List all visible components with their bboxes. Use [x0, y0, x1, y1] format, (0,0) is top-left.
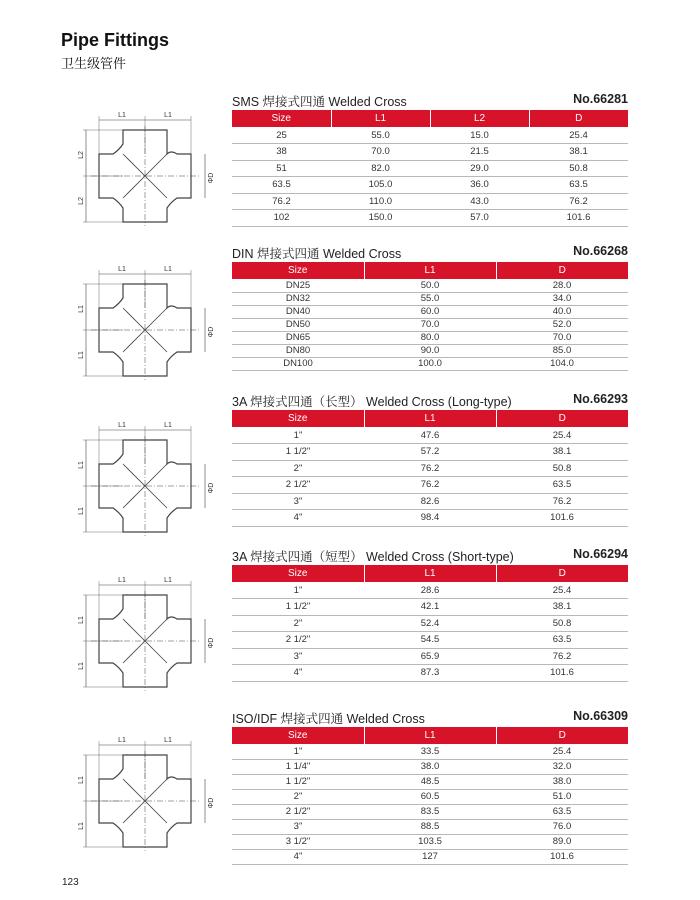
- dimension-label-l1: L1: [164, 422, 172, 429]
- table-cell: 70.0: [331, 144, 430, 161]
- table-cell: 38: [232, 144, 331, 161]
- table-cell: DN25: [232, 279, 364, 292]
- spec-table: [232, 727, 628, 865]
- table-cell: 1": [232, 744, 364, 759]
- table-row: [232, 744, 628, 759]
- section-number: No.66309: [573, 709, 628, 723]
- dimension-label-l1: L1: [78, 616, 85, 624]
- table-cell: 76.2: [364, 460, 496, 477]
- table-cell: 1": [232, 427, 364, 444]
- table-cell: 103.5: [364, 834, 496, 849]
- table-cell: 51.0: [496, 789, 628, 804]
- table-row: [232, 582, 628, 599]
- dimension-label-diameter: ΦD: [208, 326, 215, 338]
- table-cell: DN40: [232, 305, 364, 318]
- section-number: No.66268: [573, 244, 628, 258]
- table-cell: DN65: [232, 331, 364, 344]
- table-row: [232, 279, 628, 292]
- table-cell: 63.5: [529, 177, 628, 194]
- table-cell: 40.0: [496, 305, 628, 318]
- table-cell: 63.5: [496, 632, 628, 649]
- col-header: D: [496, 410, 628, 427]
- table-cell: 76.2: [232, 193, 331, 210]
- cross-drawing-3a-long: [70, 418, 220, 536]
- section-3a-long: [232, 392, 628, 527]
- table-cell: 82.6: [364, 493, 496, 510]
- section-iso-idf: [232, 709, 628, 865]
- table-cell: 51: [232, 160, 331, 177]
- dimension-label-l1: L1: [118, 577, 126, 584]
- table-cell: 33.5: [364, 744, 496, 759]
- table-row: [232, 493, 628, 510]
- table-cell: 4": [232, 849, 364, 864]
- table-cell: 150.0: [331, 210, 430, 227]
- table-row: [232, 849, 628, 864]
- table-cell: 38.1: [529, 144, 628, 161]
- table-cell: 89.0: [496, 834, 628, 849]
- section-number: No.66293: [573, 392, 628, 406]
- col-header: Size: [232, 565, 364, 582]
- table-row: [232, 648, 628, 665]
- spec-table: [232, 262, 628, 371]
- table-cell: 76.2: [496, 648, 628, 665]
- table-cell: 34.0: [496, 292, 628, 305]
- table-cell: 60.5: [364, 789, 496, 804]
- table-cell: 38.0: [496, 774, 628, 789]
- section-sms: [232, 92, 628, 227]
- table-cell: 3": [232, 819, 364, 834]
- table-cell: DN50: [232, 318, 364, 331]
- table-cell: 38.1: [496, 599, 628, 616]
- table-cell: 29.0: [430, 160, 529, 177]
- dimension-label-l1: L1: [78, 822, 85, 830]
- section-name: 3A 焊接式四通（长型） Welded Cross (Long-type): [232, 395, 512, 409]
- spec-table: [232, 410, 628, 527]
- table-cell: 3": [232, 493, 364, 510]
- section-din: [232, 244, 628, 371]
- dimension-label-l1: L1: [78, 662, 85, 670]
- dimension-label-l1: L1: [78, 305, 85, 313]
- table-cell: 76.2: [496, 493, 628, 510]
- table-row: [232, 292, 628, 305]
- table-cell: 28.0: [496, 279, 628, 292]
- dimension-label-l1: L1: [164, 737, 172, 744]
- cross-drawing-din: [70, 262, 220, 380]
- table-cell: 1": [232, 582, 364, 599]
- table-cell: 21.5: [430, 144, 529, 161]
- section-3a-short: [232, 547, 628, 682]
- table-cell: 32.0: [496, 759, 628, 774]
- col-header: L1: [364, 727, 496, 744]
- table-row: [232, 427, 628, 444]
- table-row: [232, 819, 628, 834]
- col-header: Size: [232, 262, 364, 279]
- table-cell: 2": [232, 789, 364, 804]
- dimension-label-l1: L1: [78, 351, 85, 359]
- table-row: [232, 444, 628, 461]
- table-cell: 80.0: [364, 331, 496, 344]
- page-title: Pipe Fittings: [61, 30, 169, 50]
- table-cell: 90.0: [364, 344, 496, 357]
- section-name: DIN 焊接式四通 Welded Cross: [232, 247, 402, 261]
- table-row: [232, 331, 628, 344]
- table-cell: 76.2: [529, 193, 628, 210]
- table-cell: 55.0: [331, 127, 430, 144]
- table-cell: 2 1/2": [232, 804, 364, 819]
- dimension-label-l2: L2: [78, 197, 85, 205]
- table-cell: 63.5: [496, 804, 628, 819]
- table-row: [232, 193, 628, 210]
- table-cell: 4": [232, 510, 364, 527]
- col-header: D: [529, 110, 628, 127]
- table-cell: 3": [232, 648, 364, 665]
- col-header: L2: [430, 110, 529, 127]
- table-row: [232, 344, 628, 357]
- table-cell: DN100: [232, 357, 364, 370]
- table-row: [232, 318, 628, 331]
- table-cell: 52.4: [364, 615, 496, 632]
- table-row: [232, 615, 628, 632]
- table-cell: 25.4: [496, 427, 628, 444]
- table-row: [232, 144, 628, 161]
- table-row: [232, 834, 628, 849]
- dimension-label-l1: L1: [78, 461, 85, 469]
- dimension-label-diameter: ΦD: [208, 172, 215, 184]
- table-row: [232, 210, 628, 227]
- spec-table: [232, 110, 628, 227]
- table-cell: 50.8: [529, 160, 628, 177]
- dimension-label-l1: L1: [118, 112, 126, 119]
- table-cell: 85.0: [496, 344, 628, 357]
- table-cell: 55.0: [364, 292, 496, 305]
- table-cell: 2": [232, 615, 364, 632]
- table-cell: 1 1/4": [232, 759, 364, 774]
- dimension-label-diameter: ΦD: [208, 637, 215, 649]
- table-cell: 25.4: [529, 127, 628, 144]
- dimension-label-l1: L1: [164, 577, 172, 584]
- cross-drawing-iso-idf: [70, 733, 220, 851]
- table-cell: 50.0: [364, 279, 496, 292]
- table-cell: 57.0: [430, 210, 529, 227]
- table-cell: 105.0: [331, 177, 430, 194]
- table-cell: 25.4: [496, 582, 628, 599]
- table-cell: 43.0: [430, 193, 529, 210]
- table-cell: 110.0: [331, 193, 430, 210]
- table-cell: 70.0: [496, 331, 628, 344]
- dimension-label-l2: L2: [78, 151, 85, 159]
- table-cell: 101.6: [529, 210, 628, 227]
- table-cell: 70.0: [364, 318, 496, 331]
- table-cell: 100.0: [364, 357, 496, 370]
- col-header: L1: [331, 110, 430, 127]
- section-name: ISO/IDF 焊接式四通 Welded Cross: [232, 712, 425, 726]
- table-row: [232, 127, 628, 144]
- section-number: No.66281: [573, 92, 628, 106]
- table-row: [232, 357, 628, 370]
- table-cell: 88.5: [364, 819, 496, 834]
- table-cell: 48.5: [364, 774, 496, 789]
- table-cell: 57.2: [364, 444, 496, 461]
- table-cell: 1 1/2": [232, 599, 364, 616]
- table-cell: 102: [232, 210, 331, 227]
- col-header: Size: [232, 727, 364, 744]
- table-cell: DN80: [232, 344, 364, 357]
- section-name: 3A 焊接式四通（短型） Welded Cross (Short-type): [232, 550, 514, 564]
- table-row: [232, 774, 628, 789]
- table-cell: 101.6: [496, 665, 628, 682]
- table-cell: 87.3: [364, 665, 496, 682]
- table-cell: 25: [232, 127, 331, 144]
- table-row: [232, 460, 628, 477]
- dimension-label-diameter: ΦD: [208, 797, 215, 809]
- table-cell: 38.1: [496, 444, 628, 461]
- table-cell: 2 1/2": [232, 477, 364, 494]
- dimension-label-l1: L1: [118, 737, 126, 744]
- table-cell: 83.5: [364, 804, 496, 819]
- table-row: [232, 510, 628, 527]
- table-cell: 60.0: [364, 305, 496, 318]
- dimension-label-l1: L1: [164, 266, 172, 273]
- col-header: D: [496, 262, 628, 279]
- dimension-label-diameter: ΦD: [208, 482, 215, 494]
- table-cell: 63.5: [496, 477, 628, 494]
- col-header: Size: [232, 110, 331, 127]
- table-row: [232, 177, 628, 194]
- dimension-label-l1: L1: [118, 266, 126, 273]
- table-cell: 2": [232, 460, 364, 477]
- table-cell: 1 1/2": [232, 774, 364, 789]
- table-row: [232, 759, 628, 774]
- table-cell: 101.6: [496, 849, 628, 864]
- table-cell: 127: [364, 849, 496, 864]
- table-cell: 82.0: [331, 160, 430, 177]
- dimension-label-l1: L1: [78, 776, 85, 784]
- table-cell: 52.0: [496, 318, 628, 331]
- table-cell: 3 1/2": [232, 834, 364, 849]
- table-row: [232, 665, 628, 682]
- col-header: D: [496, 727, 628, 744]
- table-row: [232, 789, 628, 804]
- table-row: [232, 477, 628, 494]
- table-row: [232, 305, 628, 318]
- col-header: Size: [232, 410, 364, 427]
- page-subtitle: 卫生级管件: [61, 56, 127, 71]
- table-row: [232, 632, 628, 649]
- table-cell: 54.5: [364, 632, 496, 649]
- table-cell: 101.6: [496, 510, 628, 527]
- table-cell: 104.0: [496, 357, 628, 370]
- spec-table: [232, 565, 628, 682]
- table-cell: 25.4: [496, 744, 628, 759]
- dimension-label-l1: L1: [118, 422, 126, 429]
- section-number: No.66294: [573, 547, 628, 561]
- table-row: [232, 160, 628, 177]
- table-cell: DN32: [232, 292, 364, 305]
- table-cell: 38.0: [364, 759, 496, 774]
- table-cell: 36.0: [430, 177, 529, 194]
- table-row: [232, 804, 628, 819]
- cross-drawing-sms: [70, 108, 220, 226]
- section-name: SMS 焊接式四通 Welded Cross: [232, 95, 407, 109]
- table-cell: 1 1/2": [232, 444, 364, 461]
- table-cell: 50.8: [496, 615, 628, 632]
- table-cell: 15.0: [430, 127, 529, 144]
- table-cell: 76.2: [364, 477, 496, 494]
- table-cell: 47.6: [364, 427, 496, 444]
- page-number: 123: [62, 877, 79, 888]
- col-header: L1: [364, 565, 496, 582]
- col-header: L1: [364, 410, 496, 427]
- table-cell: 28.6: [364, 582, 496, 599]
- col-header: D: [496, 565, 628, 582]
- table-cell: 4": [232, 665, 364, 682]
- table-cell: 42.1: [364, 599, 496, 616]
- cross-drawing-3a-short: [70, 573, 220, 691]
- table-cell: 65.9: [364, 648, 496, 665]
- table-cell: 2 1/2": [232, 632, 364, 649]
- table-cell: 63.5: [232, 177, 331, 194]
- dimension-label-l1: L1: [164, 112, 172, 119]
- dimension-label-l1: L1: [78, 507, 85, 515]
- table-cell: 76.0: [496, 819, 628, 834]
- table-cell: 98.4: [364, 510, 496, 527]
- table-row: [232, 599, 628, 616]
- col-header: L1: [364, 262, 496, 279]
- table-cell: 50.8: [496, 460, 628, 477]
